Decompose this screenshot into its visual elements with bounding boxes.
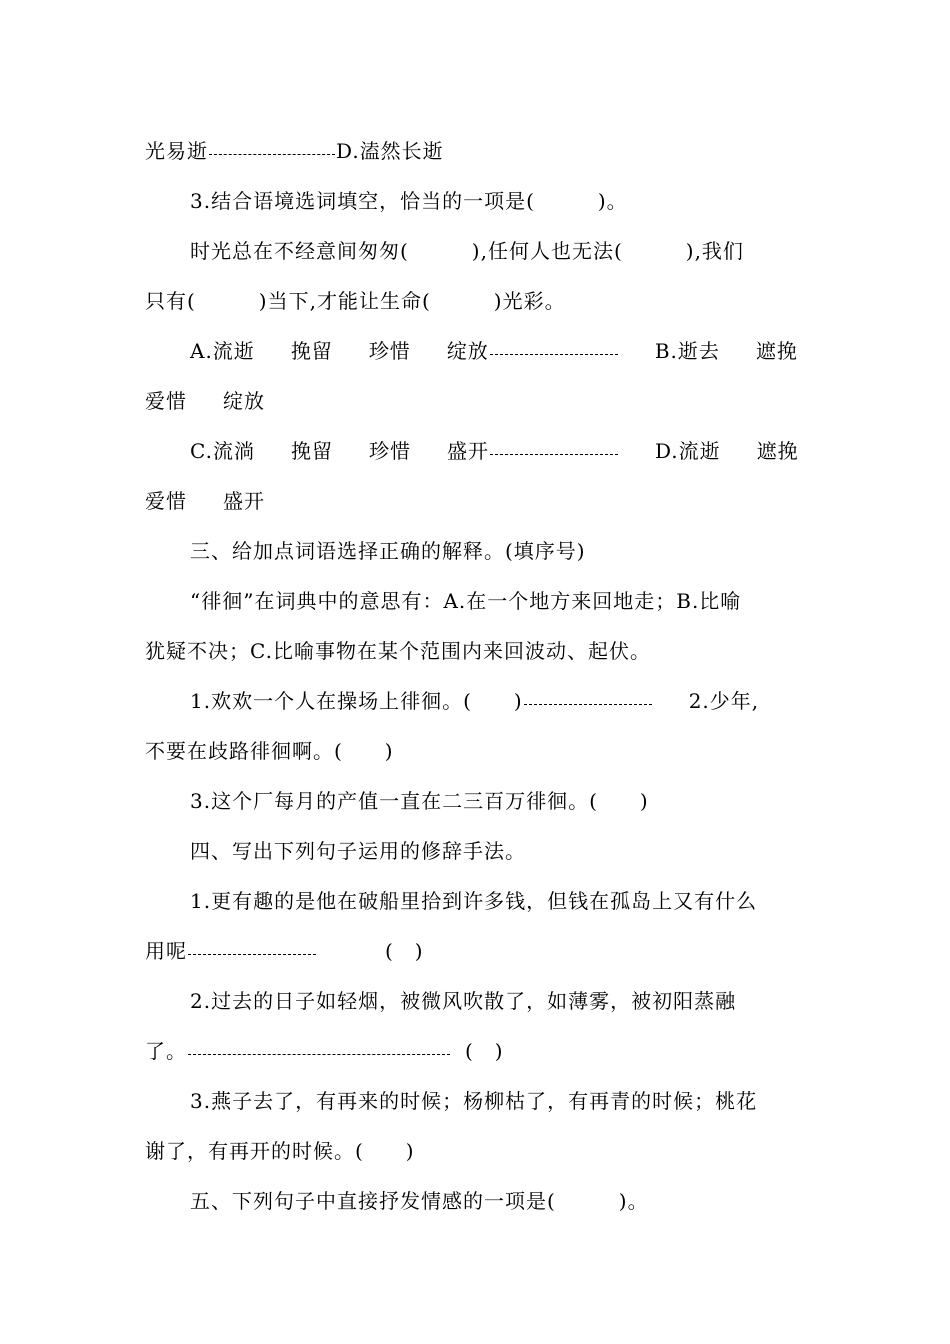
option-b-label: B.逝去: [654, 339, 720, 363]
option-a-word-3: 珍惜: [368, 339, 411, 363]
line-1-text-b: D.溘然长逝: [336, 139, 444, 163]
dashed-separator: [490, 354, 618, 355]
question-3-sentence-2: 只有( )当下,才能让生命( )光彩。: [145, 289, 566, 313]
question-3-sentence-1: 时光总在不经意间匆匆( ),任何人也无法( ),我们: [190, 239, 744, 263]
option-b-row-continued: [145, 383, 265, 419]
dashed-separator: [490, 454, 618, 455]
section-3-item-2-start: 2.少年,: [688, 689, 760, 713]
option-a-row: [190, 333, 798, 369]
line-1-text-a: 光易逝: [145, 139, 208, 163]
option-a-label: A.流逝: [190, 339, 255, 363]
section-4-item-2-answer: ( ): [465, 1039, 504, 1063]
option-c-word-4: 盛开: [446, 439, 489, 463]
section-4-item-1-start: 1.更有趣的是他在破船里拾到许多钱，但钱在孤岛上又有什么: [190, 889, 758, 913]
option-a-word-4: 绽放: [446, 339, 489, 363]
option-b-word-2: 遮挽: [755, 339, 798, 363]
option-c-word-2: 挽留: [290, 439, 333, 463]
option-d-label: D.流逝: [654, 439, 721, 463]
dashed-separator: [524, 704, 652, 705]
section-5-heading: 五、下列句子中直接抒发情感的一项是( )。: [190, 1189, 649, 1213]
option-a-word-2: 挽留: [290, 339, 333, 363]
definition-line-1: “徘徊”在词典中的意思有：A.在一个地方来回地走；B.比喻: [190, 589, 742, 613]
dashed-separator: [188, 954, 316, 955]
definition-line-2: 犹疑不决；C.比喻事物在某个范围内来回波动、起伏。: [145, 639, 651, 663]
section-3-heading: 三、给加点词语选择正确的解释。(填序号): [190, 539, 586, 563]
option-d-word-4: 盛开: [223, 489, 265, 513]
section-4-item-1-text: 用呢: [145, 939, 187, 963]
section-3-item-3: 3.这个厂每月的产值一直在二三百万徘徊。( ): [190, 789, 649, 813]
section-4-item-2-end: [145, 1033, 504, 1069]
section-4-item-3-end: 谢了，有再开的时候。( ): [145, 1139, 415, 1163]
section-4-item-3-start: 3.燕子去了，有再来的时候；杨柳枯了，有再青的时候；桃花: [190, 1089, 758, 1113]
option-d-word-2: 遮挽: [756, 439, 799, 463]
option-c-label: C.流淌: [190, 439, 255, 463]
section-4-item-2-text: 了。: [145, 1039, 187, 1063]
option-c-row: [190, 433, 799, 469]
section-3-item-2-end: 不要在歧路徘徊啊。( ): [145, 739, 394, 763]
option-b-word-4: 绽放: [223, 389, 265, 413]
dashed-separator: [209, 154, 335, 155]
option-b-word-3: 爱惜: [145, 389, 187, 413]
section-3-item-1-row: [190, 683, 759, 719]
section-4-item-1-answer: ( ): [385, 939, 424, 963]
option-c-word-3: 珍惜: [368, 439, 411, 463]
section-4-item-2-start: 2.过去的日子如轻烟，被微风吹散了，如薄雾，被初阳蒸融: [190, 989, 737, 1013]
section-4-heading: 四、写出下列句子运用的修辞手法。: [190, 839, 526, 863]
line-1: [145, 133, 444, 169]
section-4-item-1-end: [145, 933, 424, 969]
option-d-word-3: 爱惜: [145, 489, 187, 513]
dashed-separator: [188, 1054, 450, 1055]
question-3-prompt: 3.结合语境选词填空，恰当的一项是( )。: [190, 189, 628, 213]
section-3-item-1: 1.欢欢一个人在操场上徘徊。( ): [190, 689, 523, 713]
option-d-row-continued: [145, 483, 265, 519]
